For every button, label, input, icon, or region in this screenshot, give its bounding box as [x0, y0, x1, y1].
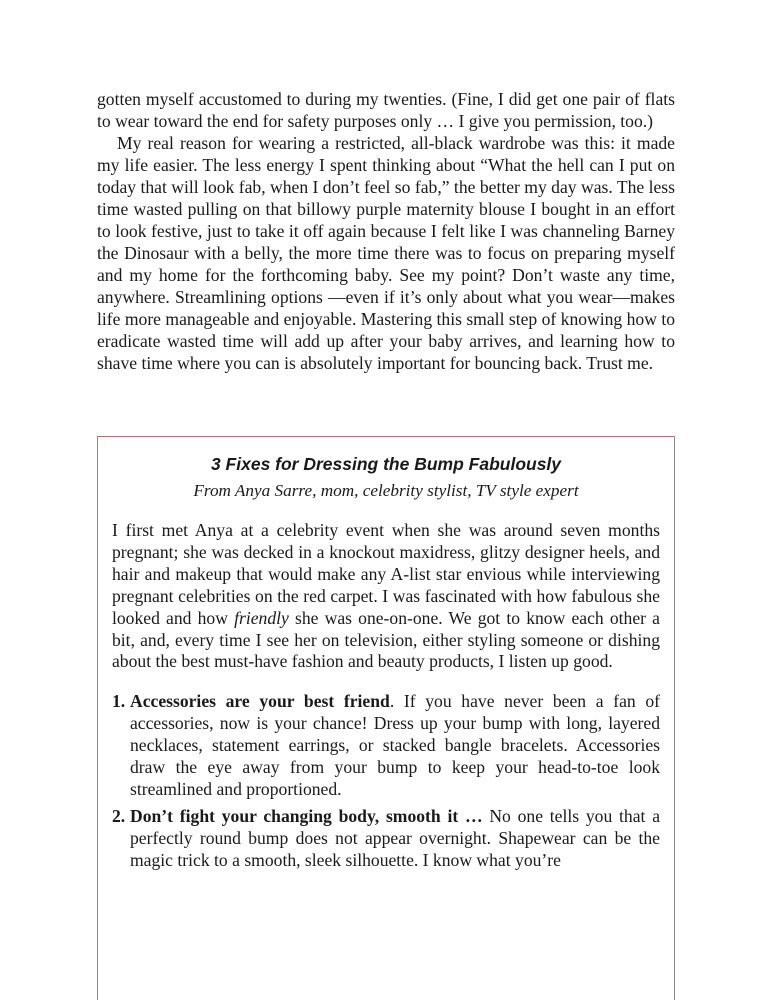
sidebar-title: 3 Fixes for Dressing the Bump Fabulously: [210, 454, 562, 474]
body-paragraph-2: My real reason for wearing a restricted, all-black wardrobe was this: it made my life easier. The less energy I spent thinking about “What the hell can I put on today that will look fab, when I don’t feel so fab,” the better my day was. The less time wasted pulling on that billowy purple maternity blouse I bought in an effort to look festive, just to take it off again because I felt like I was channeling Barney the Dinosaur with a belly, the more time there was to focus on preparing myself and my home for the forthcoming baby. See my point? Don’t waste any time, anywhere. Streamlining options —even if it’s only about what you wear—makes life more manageable and enjoyable. Mastering this small step of knowing how to eradicate wasted time will add up after your baby arrives, and learning how to shave time where you can is absolutely important for bouncing back. Trust me.: [97, 133, 676, 373]
item-lead: Don’t fight your changing body, smooth it …: [130, 805, 483, 826]
list-item: [112, 806, 660, 872]
intro-emphasis: friendly: [234, 607, 289, 628]
item-number: 2.: [112, 805, 126, 826]
sidebar-subtitle: From Anya Sarre, mom, celebrity stylist, TV style expert: [193, 481, 579, 500]
item-text: . If you have never been a fan of accessories, now is your chance! Dress up your bump with long, layered necklaces, statement earrings, or stacked bangle bracelets. Accessories draw the eye away from your bump to keep your head-to-toe look streamlined and proportioned.: [130, 691, 660, 799]
item-lead: Accessories are your best friend: [130, 691, 390, 712]
main-text: [97, 88, 675, 374]
body-paragraph-1: gotten myself accustomed to during my twenties. (Fine, I did get one pair of flats to wear toward the end for safety purposes only … I give you permission, too.): [97, 89, 675, 131]
item-text: No one tells you that a perfectly round bump does not appear overnight. Shapewear can be the magic trick to a smooth, sleek silhouette. I know what you’re: [130, 805, 661, 870]
list-item: [112, 691, 660, 801]
intro-text-after: she was one-on-one. We got to know each other a bit, and, every time I see her on television, either styling someone or dishing about the best must-have fashion and beauty products, I listen up good.: [112, 607, 660, 672]
sidebar-intro: [112, 520, 660, 673]
sidebar-box: [97, 436, 675, 1000]
intro-text-before: I first met Anya at a celebrity event when she was around seven months pregnant; she was decked in a knockout maxidress, glitzy designer heels, and hair and makeup that would make any A-list star envious while interviewing pregnant celebrities on the red carpet. I was fascinated with how fabulous she looked and how: [112, 520, 660, 628]
item-number: 1.: [112, 691, 126, 712]
fix-list: [112, 691, 660, 871]
